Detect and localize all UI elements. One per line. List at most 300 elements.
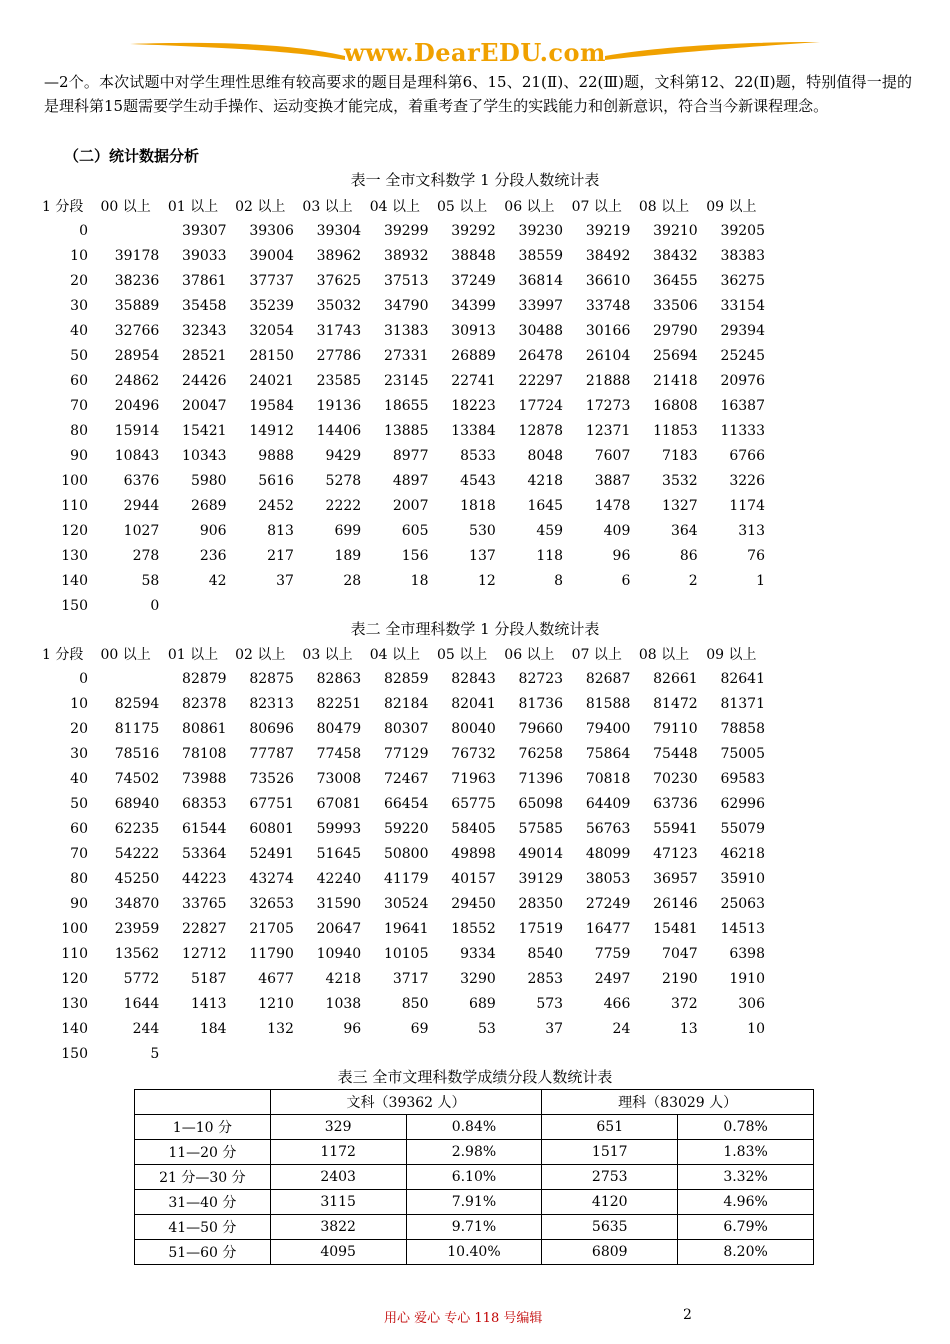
table1-value-cell: 22297	[518, 372, 564, 389]
table2-value-cell: 13562	[114, 945, 160, 962]
table1-value-cell: 699	[334, 522, 362, 539]
table3-band-cell: 31—40 分	[135, 1190, 271, 1215]
table1-value-cell: 39178	[114, 247, 160, 264]
table1-value-cell: 4218	[527, 472, 564, 489]
table-row	[40, 318, 765, 343]
table2-value-cell	[563, 1041, 630, 1066]
table2-value-cell: 22827	[182, 920, 227, 937]
table-row	[40, 518, 765, 543]
table2-band-cell: 50	[70, 795, 88, 812]
table2-value-cell: 4677	[258, 970, 294, 987]
table1-value-cell: 156	[401, 547, 429, 564]
table1-value-cell: 39004	[249, 247, 294, 264]
table2-value-cell: 77787	[249, 745, 294, 762]
table2-value-cell: 26146	[653, 895, 698, 912]
table3-header-row	[135, 1090, 814, 1115]
table1-value-cell: 20047	[182, 397, 227, 414]
table1-value-cell: 32766	[114, 322, 160, 339]
table1-value-cell: 36275	[720, 272, 765, 289]
table2-value-cell: 1038	[325, 995, 362, 1012]
table1-value-cell: 13885	[383, 422, 429, 439]
table3-value-cell: 1.83%	[678, 1140, 814, 1165]
table1-value-cell: 37625	[316, 272, 362, 289]
table2-band-cell: 150	[61, 1045, 88, 1062]
table1-band-cell: 100	[61, 472, 88, 489]
table2-value-cell: 55079	[720, 820, 765, 837]
table1-value-cell: 28954	[114, 347, 160, 364]
table2-value-cell: 82594	[114, 695, 160, 712]
table2-band-cell: 140	[61, 1020, 88, 1037]
footer-slogan: 用心 爱心 专心 118 号编辑	[384, 1311, 543, 1326]
table1-value-cell: 137	[469, 547, 496, 564]
table-row	[40, 766, 765, 791]
table1-value-cell: 39219	[585, 222, 631, 239]
table2-value-cell: 81588	[585, 695, 631, 712]
table1-band-cell: 0	[79, 222, 88, 239]
table2-value-cell: 80040	[451, 720, 496, 737]
table3-value-cell: 4120	[542, 1190, 678, 1215]
table2-band-cell: 80	[70, 870, 88, 887]
table2-value-cell: 81736	[518, 695, 564, 712]
table2-value-cell: 2853	[527, 970, 564, 987]
table1-value-cell: 0	[150, 597, 160, 614]
table2-value-cell: 49014	[518, 845, 564, 862]
table2-value-cell: 80307	[383, 720, 429, 737]
site-banner	[130, 36, 820, 70]
table1-value-cell: 3532	[662, 472, 698, 489]
table-row	[40, 468, 765, 493]
table1-band-cell: 150	[61, 597, 88, 614]
table1-band-cell: 140	[61, 572, 88, 589]
table2-value-cell: 1210	[258, 995, 294, 1012]
table2-value-cell	[496, 1041, 563, 1066]
table-row	[135, 1165, 814, 1190]
table2-value-cell: 14513	[720, 920, 765, 937]
table1-value-cell: 38236	[114, 272, 160, 289]
table2-value-cell: 68940	[114, 795, 160, 812]
table2-value-cell: 53364	[182, 845, 227, 862]
table1-value-cell: 23145	[383, 372, 429, 389]
table1-value-cell: 19584	[249, 397, 294, 414]
table2-value-cell: 52491	[249, 845, 294, 862]
table2-value-cell: 79660	[518, 720, 564, 737]
table3-value-cell: 6.79%	[678, 1215, 814, 1240]
table1-value-cell: 278	[132, 547, 160, 564]
table2-value-cell: 689	[469, 995, 496, 1012]
table2-value-cell	[92, 666, 159, 691]
table2-value-cell: 35910	[720, 870, 765, 887]
table1-value-cell: 31383	[383, 322, 429, 339]
table2-value-cell: 82041	[451, 695, 496, 712]
table1-value-cell: 39292	[451, 222, 496, 239]
table1-value-cell: 27331	[383, 347, 429, 364]
table1-value-cell: 33506	[653, 297, 698, 314]
table2-value-cell: 82661	[653, 670, 698, 687]
table1-value-cell: 34790	[383, 297, 429, 314]
table2-value-cell: 466	[603, 995, 631, 1012]
table1-value-cell: 35889	[114, 297, 160, 314]
table1-value-cell: 12878	[518, 422, 564, 439]
table-row	[40, 866, 765, 891]
table1-value-cell: 35032	[316, 297, 362, 314]
table1-value-cell: 6766	[729, 447, 765, 464]
table1-value-cell: 10343	[182, 447, 227, 464]
table1-value-cell: 906	[199, 522, 227, 539]
table2-value-cell: 12712	[182, 945, 227, 962]
table1-header-cell: 04 以上	[369, 198, 420, 215]
table-row	[40, 543, 765, 568]
table2-value-cell: 79400	[585, 720, 631, 737]
table1-value-cell: 42	[208, 572, 227, 589]
table1-value-cell: 5980	[190, 472, 227, 489]
table1-value-cell: 37861	[182, 272, 227, 289]
table1-header-cell: 1 分段	[42, 198, 84, 215]
table1-value-cell	[630, 593, 697, 618]
table2-value-cell: 80479	[316, 720, 362, 737]
table1-value-cell: 1818	[460, 497, 496, 514]
table2-value-cell: 69	[410, 1020, 429, 1037]
table2-value-cell: 30524	[383, 895, 429, 912]
table1-band-cell: 90	[70, 447, 88, 464]
table2-value-cell: 81175	[114, 720, 160, 737]
table3-value-cell: 10.40%	[406, 1240, 542, 1265]
table2-band-cell: 10	[70, 695, 88, 712]
table3-value-cell: 329	[270, 1115, 406, 1140]
table2-value-cell: 76258	[518, 745, 564, 762]
table1-value-cell: 37513	[383, 272, 429, 289]
table3-value-cell: 3.32%	[678, 1165, 814, 1190]
table1-value-cell: 19136	[316, 397, 362, 414]
table2-value-cell: 78516	[114, 745, 160, 762]
table2-band-cell: 110	[61, 945, 88, 962]
table2-value-cell: 60801	[249, 820, 294, 837]
table1-value-cell: 26478	[518, 347, 564, 364]
table1-header-cell: 03 以上	[302, 198, 353, 215]
table2-band-cell: 130	[61, 995, 88, 1012]
table2-title: 表二 全市理科数学 1 分段人数统计表	[350, 620, 600, 638]
table1-value-cell: 1174	[729, 497, 765, 514]
table2-value-cell: 11790	[249, 945, 294, 962]
table3-band-cell: 21 分—30 分	[135, 1165, 271, 1190]
table3-value-cell: 6809	[542, 1240, 678, 1265]
table2-header-cell: 1 分段	[42, 646, 84, 663]
table-row	[40, 916, 765, 941]
table2-value-cell	[630, 1041, 697, 1066]
table1-band-cell: 130	[61, 547, 88, 564]
table2-value-cell: 132	[267, 1020, 294, 1037]
table1-band-cell: 120	[61, 522, 88, 539]
table2-value-cell: 573	[536, 995, 564, 1012]
table-row	[40, 593, 765, 618]
table2-value-cell: 82641	[720, 670, 765, 687]
table2-band-cell: 100	[61, 920, 88, 937]
table2-value-cell: 51645	[316, 845, 362, 862]
table1-value-cell: 12371	[585, 422, 631, 439]
table-row	[40, 1041, 765, 1066]
table1-value-cell: 29790	[653, 322, 698, 339]
table2-value-cell: 13	[679, 1020, 698, 1037]
table1-value-cell: 24862	[114, 372, 160, 389]
table1-value-cell: 12	[477, 572, 496, 589]
table1-header-cell: 05 以上	[437, 198, 488, 215]
table2-value-cell: 850	[401, 995, 429, 1012]
table2-value-cell: 45250	[114, 870, 160, 887]
table2-value-cell	[227, 1041, 294, 1066]
table2-value-cell: 32653	[249, 895, 294, 912]
table2-value-cell: 75448	[653, 745, 698, 762]
table-row	[40, 791, 765, 816]
table3-value-cell: 2403	[270, 1165, 406, 1190]
table-row	[40, 218, 765, 243]
table1-value-cell: 8	[554, 572, 564, 589]
table-row	[40, 418, 765, 443]
table1-value-cell: 2689	[190, 497, 227, 514]
table2-value-cell: 75005	[720, 745, 765, 762]
table1-value-cell: 2222	[325, 497, 362, 514]
table2-value-cell: 7759	[594, 945, 631, 962]
table1-value-cell: 36814	[518, 272, 564, 289]
table-row	[135, 1190, 814, 1215]
table1-value-cell: 33748	[585, 297, 631, 314]
table1-value-cell: 16808	[653, 397, 698, 414]
table2-band-cell: 0	[79, 670, 88, 687]
table-row	[40, 891, 765, 916]
table1-value-cell: 39306	[249, 222, 294, 239]
table1-value-cell: 16387	[720, 397, 765, 414]
table1-value-cell: 39210	[653, 222, 698, 239]
table2-value-cell: 4218	[325, 970, 362, 987]
table-row	[40, 243, 765, 268]
table1-value-cell: 313	[738, 522, 765, 539]
table1-value-cell: 39230	[518, 222, 564, 239]
table3-header-li: 理科（83029 人）	[542, 1090, 814, 1115]
table2-value-cell: 70230	[653, 770, 698, 787]
table2-value-cell: 3717	[392, 970, 429, 987]
table2-value-cell: 73526	[249, 770, 294, 787]
table2-value-cell: 82879	[182, 670, 227, 687]
table1-value-cell: 3887	[594, 472, 631, 489]
table2-value-cell: 21705	[249, 920, 294, 937]
table2-value-cell: 1910	[729, 970, 765, 987]
table1-header-cell: 08 以上	[638, 198, 690, 215]
table2-value-cell: 81371	[720, 695, 765, 712]
table2-value-cell: 77458	[316, 745, 362, 762]
table1-value-cell: 35458	[182, 297, 227, 314]
table1-liberal-arts	[40, 193, 765, 618]
table2-science	[40, 641, 765, 1066]
table1-value-cell: 1	[756, 572, 765, 589]
table-row	[40, 393, 765, 418]
table1-header-cell: 01 以上	[167, 198, 219, 215]
table2-value-cell: 3290	[460, 970, 496, 987]
table3-value-cell: 4.96%	[678, 1190, 814, 1215]
table3-value-cell: 3115	[270, 1190, 406, 1215]
table2-band-cell: 90	[70, 895, 88, 912]
table2-value-cell: 15481	[653, 920, 698, 937]
table1-value-cell: 17273	[585, 397, 631, 414]
table1-value-cell: 86	[679, 547, 698, 564]
table1-value-cell: 2944	[123, 497, 160, 514]
table-row	[40, 293, 765, 318]
table3-value-cell: 651	[542, 1115, 678, 1140]
table2-value-cell: 37	[545, 1020, 564, 1037]
table1-value-cell: 35239	[249, 297, 294, 314]
table1-header-cell: 09 以上	[706, 198, 757, 215]
table2-value-cell: 72467	[383, 770, 429, 787]
table1-value-cell	[428, 593, 495, 618]
table2-value-cell: 5772	[123, 970, 160, 987]
table2-value-cell: 10105	[383, 945, 429, 962]
table1-value-cell: 33154	[720, 297, 765, 314]
table2-value-cell: 10	[747, 1020, 765, 1037]
table2-value-cell: 42240	[316, 870, 362, 887]
table1-value-cell: 26104	[585, 347, 631, 364]
table2-value-cell: 9334	[460, 945, 496, 962]
table2-value-cell: 6398	[729, 945, 765, 962]
table2-header-cell: 09 以上	[706, 646, 757, 663]
table2-value-cell: 69583	[720, 770, 765, 787]
table1-band-cell: 80	[70, 422, 88, 439]
table1-value-cell: 7607	[594, 447, 631, 464]
table1-value-cell: 38932	[383, 247, 429, 264]
table1-value-cell: 2007	[392, 497, 429, 514]
table1-value-cell: 1645	[527, 497, 564, 514]
table1-value-cell: 28150	[249, 347, 294, 364]
table2-value-cell: 31590	[316, 895, 362, 912]
table1-value-cell: 1478	[594, 497, 631, 514]
table1-band-cell: 60	[70, 372, 88, 389]
table2-header-cell: 03 以上	[302, 646, 353, 663]
table2-value-cell: 78108	[182, 745, 227, 762]
table2-value-cell: 73988	[182, 770, 227, 787]
table1-value-cell: 38383	[720, 247, 765, 264]
table2-value-cell: 79110	[653, 720, 698, 737]
table-row	[40, 966, 765, 991]
table2-value-cell: 50800	[383, 845, 429, 862]
table1-value-cell: 20496	[114, 397, 160, 414]
table2-value-cell: 73008	[316, 770, 362, 787]
table1-value-cell: 21888	[585, 372, 631, 389]
table1-value-cell: 11333	[720, 422, 765, 439]
section-title: （二）统计数据分析	[64, 147, 200, 165]
table3-value-cell: 2753	[542, 1165, 678, 1190]
table-row	[40, 691, 765, 716]
table1-value-cell: 364	[670, 522, 698, 539]
table2-value-cell: 82251	[316, 695, 362, 712]
table1-value-cell: 6	[621, 572, 631, 589]
table1-value-cell: 39205	[720, 222, 765, 239]
table-row	[40, 841, 765, 866]
table3-value-cell: 6.10%	[406, 1165, 542, 1190]
table1-value-cell: 28	[343, 572, 362, 589]
table1-value-cell: 18655	[383, 397, 429, 414]
table2-value-cell: 5	[150, 1045, 160, 1062]
table2-value-cell: 18552	[451, 920, 496, 937]
table1-band-cell: 40	[70, 322, 88, 339]
table3-value-cell: 0.84%	[406, 1115, 542, 1140]
table1-header-cell: 07 以上	[571, 198, 622, 215]
table1-value-cell: 15914	[114, 422, 160, 439]
table3-value-cell: 3822	[270, 1215, 406, 1240]
table1-value-cell: 530	[469, 522, 496, 539]
table1-value-cell: 96	[612, 547, 631, 564]
table1-value-cell: 409	[603, 522, 631, 539]
table2-band-cell: 20	[70, 720, 88, 737]
page-number: 2	[683, 1307, 692, 1323]
table1-value-cell: 30488	[518, 322, 564, 339]
table1-value-cell: 1327	[662, 497, 698, 514]
table1-value-cell: 13384	[451, 422, 496, 439]
table1-value-cell: 32343	[182, 322, 227, 339]
table2-value-cell: 70818	[585, 770, 631, 787]
table2-value-cell: 5187	[190, 970, 227, 987]
table2-value-cell: 36957	[653, 870, 698, 887]
table2-value-cell: 19641	[383, 920, 429, 937]
table1-value-cell: 38492	[585, 247, 631, 264]
table1-value-cell: 27786	[316, 347, 362, 364]
table1-value-cell: 23585	[316, 372, 362, 389]
table2-value-cell: 67751	[249, 795, 294, 812]
table2-value-cell: 1644	[123, 995, 160, 1012]
table2-value-cell: 2497	[594, 970, 631, 987]
table1-value-cell: 32054	[249, 322, 294, 339]
table2-header-cell: 00 以上	[100, 646, 151, 663]
table2-value-cell: 65775	[451, 795, 496, 812]
table-row	[40, 443, 765, 468]
table2-value-cell: 55941	[653, 820, 698, 837]
table2-value-cell: 306	[738, 995, 765, 1012]
table2-header-cell: 01 以上	[167, 646, 219, 663]
table1-band-cell: 110	[61, 497, 88, 514]
table2-value-cell: 23959	[114, 920, 160, 937]
table2-value-cell: 74502	[114, 770, 160, 787]
table2-header-row	[40, 641, 765, 666]
table2-value-cell: 67081	[316, 795, 362, 812]
table3-header-wen: 文科（39362 人）	[270, 1090, 542, 1115]
table1-value-cell: 25245	[720, 347, 765, 364]
table2-value-cell: 82378	[182, 695, 227, 712]
table-row	[40, 816, 765, 841]
table1-value-cell: 30166	[585, 322, 631, 339]
table3-band-cell: 51—60 分	[135, 1240, 271, 1265]
table2-value-cell: 20647	[316, 920, 362, 937]
table2-value-cell: 39129	[518, 870, 564, 887]
table2-value-cell: 2190	[662, 970, 698, 987]
table2-value-cell: 96	[343, 1020, 362, 1037]
table1-value-cell: 38559	[518, 247, 564, 264]
table1-value-cell: 10843	[114, 447, 160, 464]
table1-value-cell: 24426	[182, 372, 227, 389]
table1-value-cell: 15421	[182, 422, 227, 439]
table1-value-cell: 5616	[258, 472, 294, 489]
table2-value-cell: 58405	[451, 820, 496, 837]
table1-value-cell: 31743	[316, 322, 362, 339]
table2-value-cell: 82184	[383, 695, 429, 712]
table3-value-cell: 8.20%	[678, 1240, 814, 1265]
table2-value-cell: 68353	[182, 795, 227, 812]
table2-band-cell: 60	[70, 820, 88, 837]
table2-value-cell: 82687	[585, 670, 631, 687]
table2-value-cell: 63736	[653, 795, 698, 812]
table2-value-cell: 372	[670, 995, 698, 1012]
table1-value-cell: 28521	[182, 347, 227, 364]
table-row	[135, 1115, 814, 1140]
table1-value-cell: 18	[410, 572, 429, 589]
banner-logo-text[interactable]: www.DearEDU.com	[344, 38, 606, 67]
table2-header-cell: 02 以上	[235, 646, 286, 663]
table1-value-cell: 37249	[451, 272, 496, 289]
table2-value-cell: 62996	[720, 795, 765, 812]
